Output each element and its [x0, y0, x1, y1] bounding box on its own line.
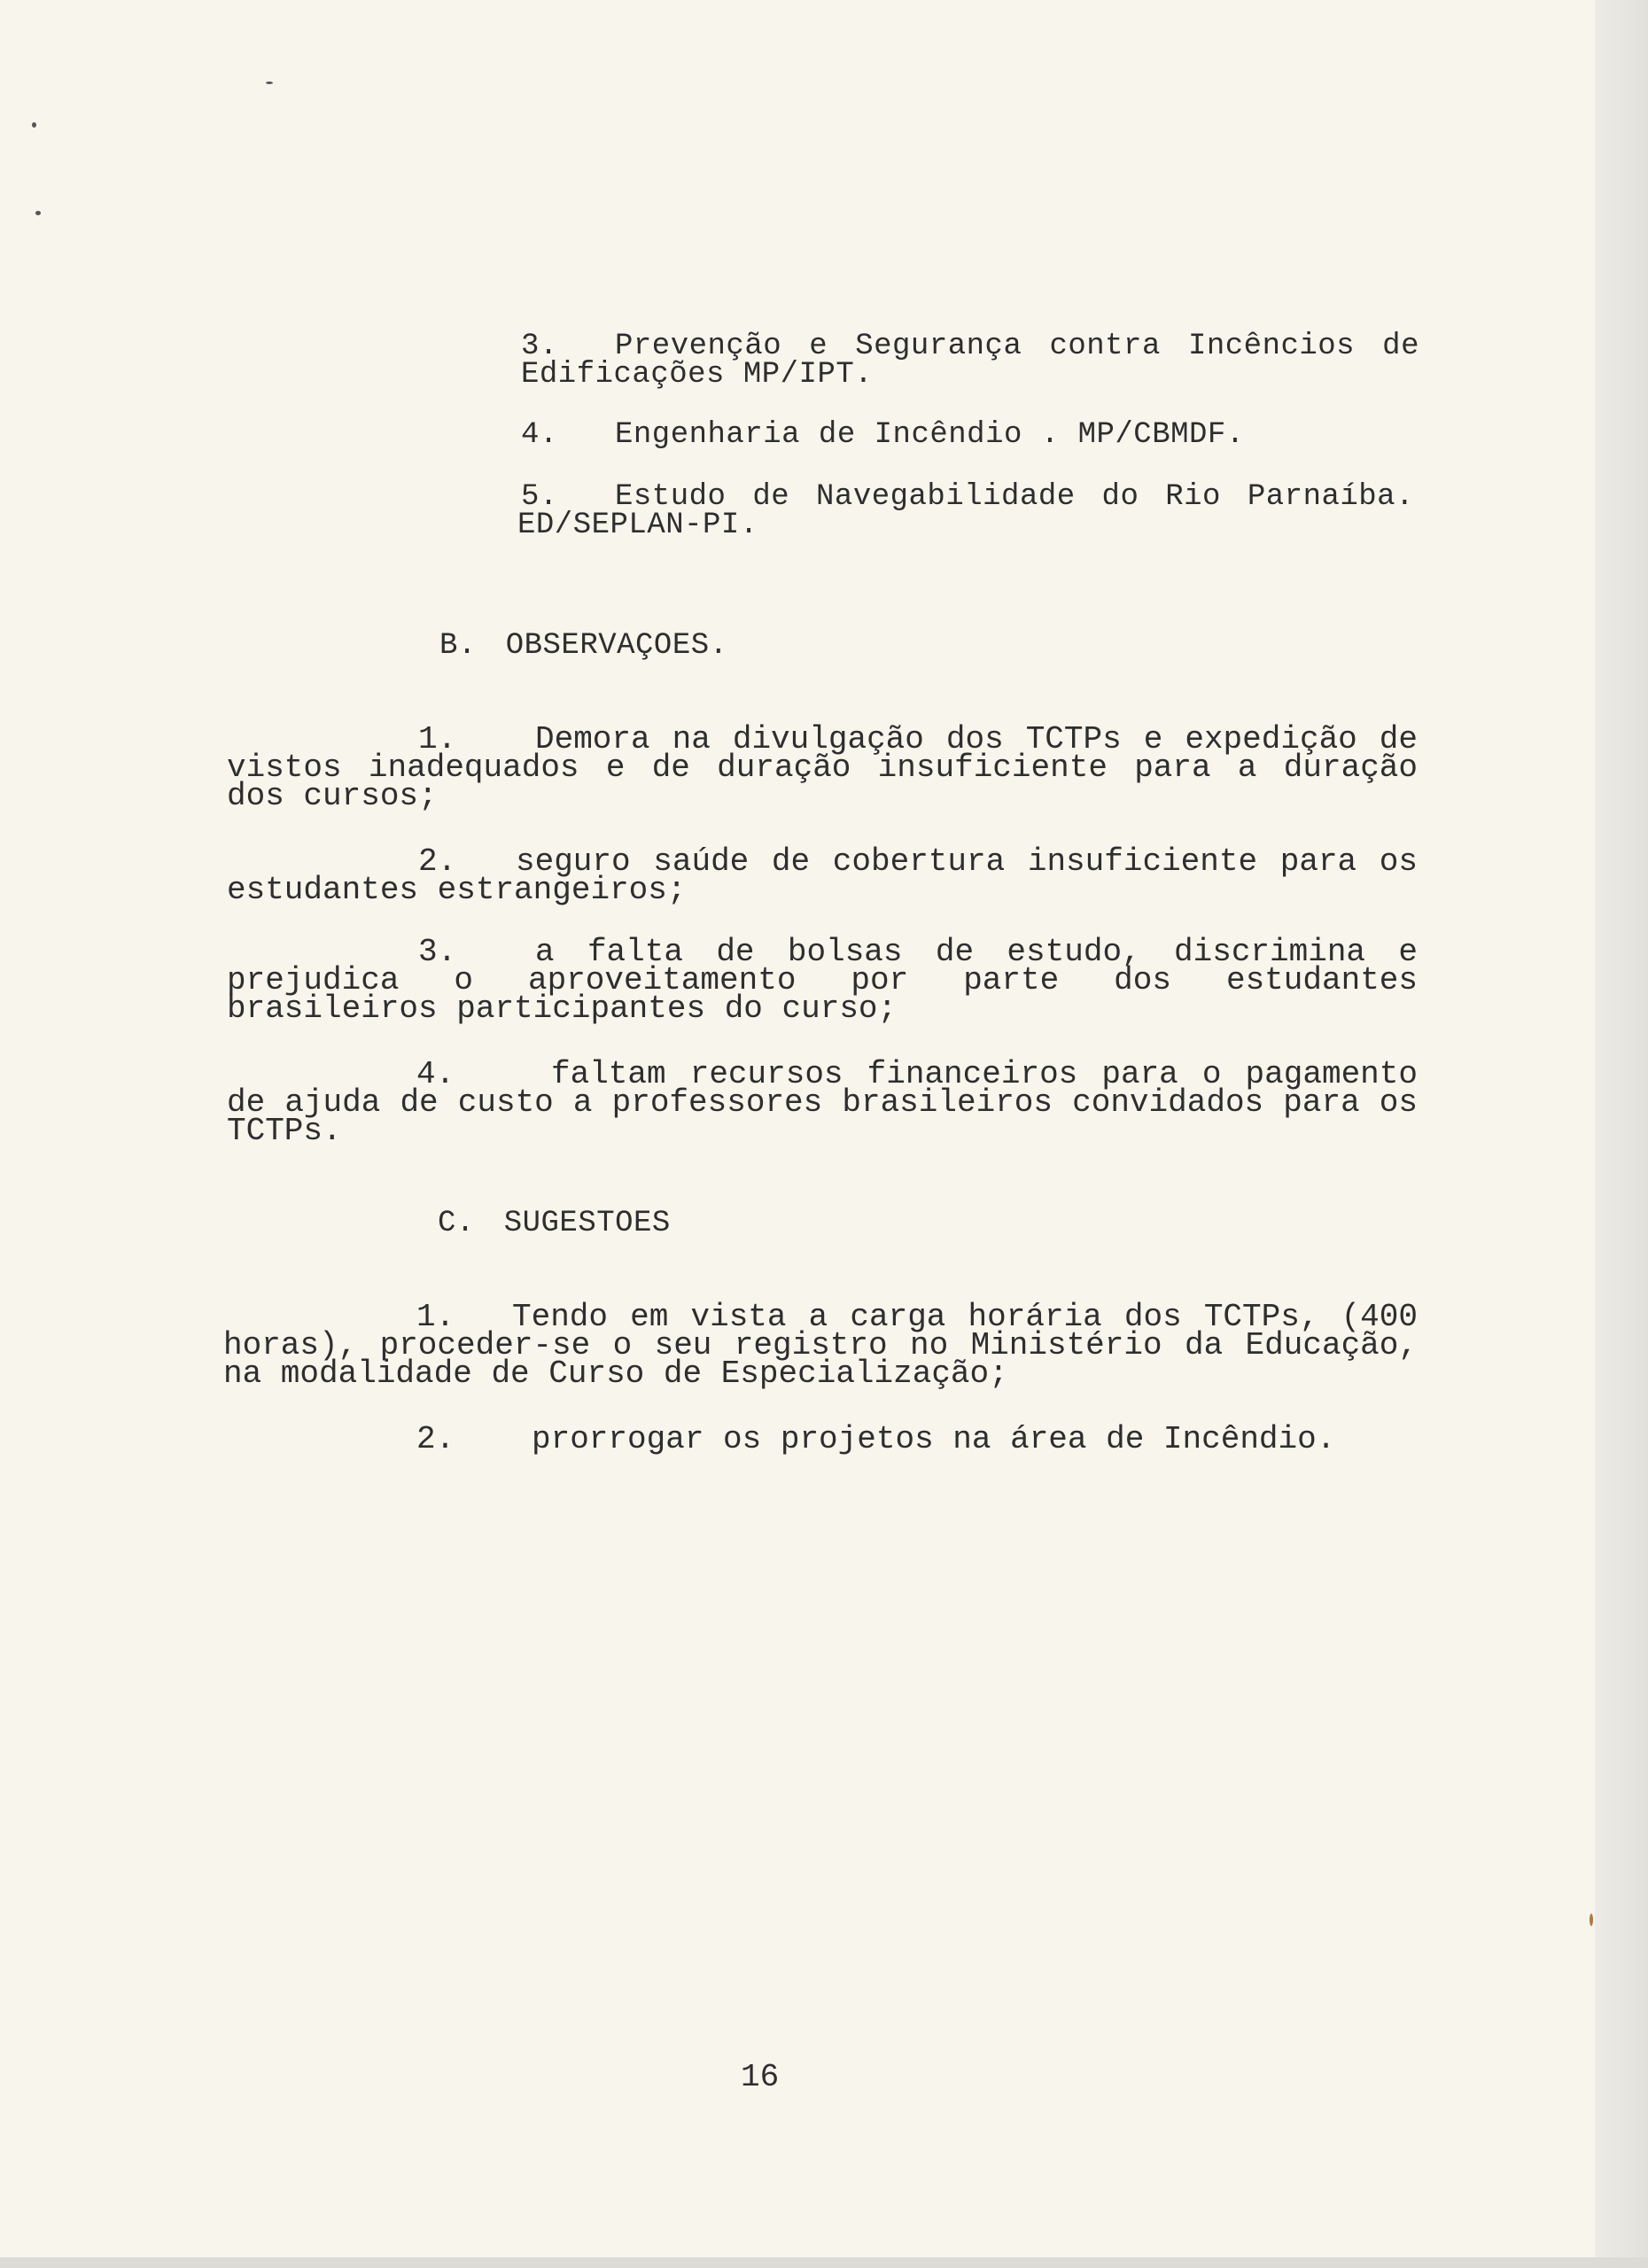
- scan-speck: [266, 82, 273, 84]
- observation-1-number: 1.: [418, 721, 457, 757]
- list-item-4-line-1: Engenharia de Incêndio . MP/CBMDF.: [615, 418, 1245, 452]
- suggestion-1-number: 1.: [416, 1299, 455, 1335]
- scan-speck: [1590, 1914, 1593, 1926]
- suggestion-2-line-1: prorrogar os projetos na área de Incêndio.: [532, 1421, 1336, 1457]
- scan-speck: [32, 122, 36, 128]
- scan-edge-bottom: [0, 2257, 1648, 2268]
- observation-2-line-2: estudantes estrangeiros;: [227, 872, 687, 908]
- observation-4-line-1: faltam recursos financeiros para o pagamento: [551, 1056, 1418, 1092]
- observation-2-line-1: seguro saúde de cobertura insuficiente para os: [516, 843, 1418, 880]
- observation-4-line-3: TCTPs.: [227, 1113, 342, 1149]
- suggestion-2-number: 2.: [416, 1421, 455, 1457]
- list-item-3-number: 3.: [521, 330, 558, 363]
- suggestion-1-line-3: na modalidade de Curso de Especialização;: [223, 1355, 1008, 1392]
- section-b-heading: B. OBSERVAÇOES.: [439, 629, 728, 663]
- observation-4-line-2: de ajuda de custo a professores brasileiros convidados para os: [227, 1084, 1418, 1121]
- list-item-4-number: 4.: [521, 418, 558, 452]
- observation-3-line-2: prejudica o aproveitamento por parte dos estudantes: [227, 962, 1418, 998]
- scan-speck: [35, 211, 41, 215]
- page-number: 16: [741, 2059, 780, 2095]
- observation-1-line-3: dos cursos;: [227, 778, 438, 814]
- scan-edge-right: [1595, 0, 1648, 2268]
- observation-2-number: 2.: [418, 843, 457, 880]
- section-c-heading: C. SUGESTOES: [438, 1207, 671, 1240]
- list-item-5-line-2: ED/SEPLAN-PI.: [517, 509, 758, 542]
- suggestion-1-line-1: Tendo em vista a carga horária dos TCTPs, (400: [512, 1299, 1418, 1335]
- observation-1-line-2: vistos inadequados e de duração insuficiente para a duração: [227, 750, 1418, 786]
- observation-1-line-1: Demora na divulgação dos TCTPs e expedição de: [535, 721, 1418, 757]
- list-item-3-line-2: Edificações MP/IPT.: [521, 358, 874, 392]
- observation-3-line-1: a falta de bolsas de estudo, discrimina e: [535, 934, 1418, 970]
- observation-4-number: 4.: [416, 1056, 455, 1092]
- list-item-5-line-1: Estudo de Navegabilidade do Rio Parnaíba.: [615, 480, 1414, 514]
- list-item-5-number: 5.: [521, 480, 558, 514]
- observation-3-number: 3.: [418, 934, 457, 970]
- suggestion-1-line-2: horas), proceder-se o seu registro no Ministério da Educação,: [223, 1327, 1418, 1363]
- list-item-3-line-1: Prevenção e Segurança contra Incêncios de: [615, 330, 1419, 363]
- observation-3-line-3: brasileiros participantes do curso;: [227, 990, 898, 1027]
